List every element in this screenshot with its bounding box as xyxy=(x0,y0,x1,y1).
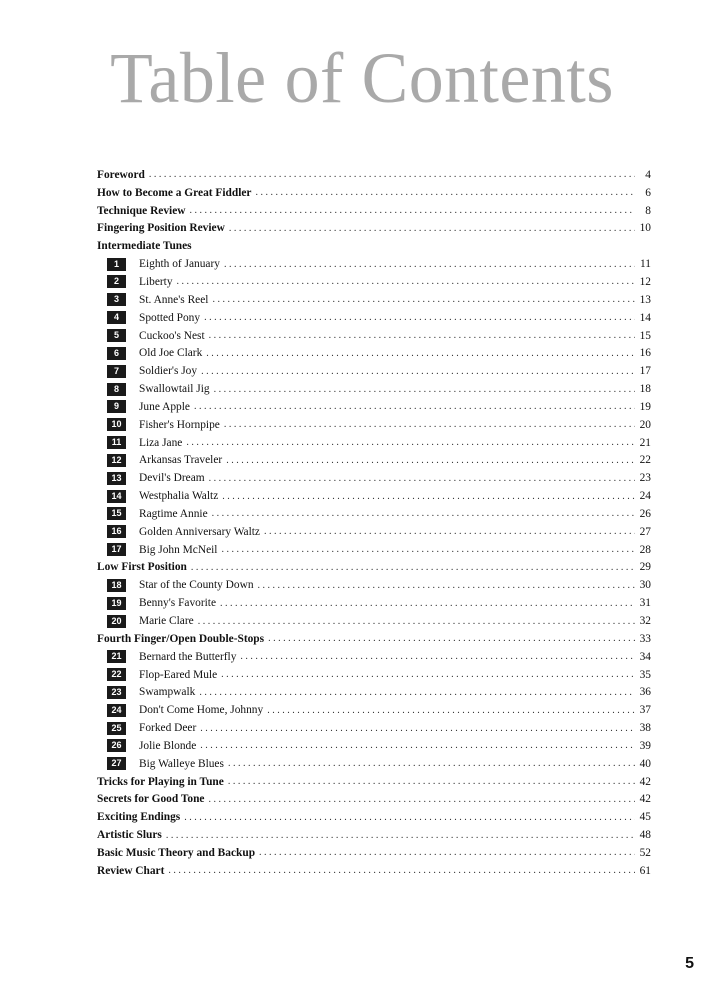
entry-title: Flop-Eared Mule xyxy=(139,668,218,681)
entry-page-number: 40 xyxy=(639,757,651,770)
tune-number-badge: 21 xyxy=(107,650,126,663)
toc-tune-entry xyxy=(97,380,651,398)
dot-leader xyxy=(222,491,635,502)
tune-number-badge: 20 xyxy=(107,615,126,628)
entry-page-number: 42 xyxy=(639,793,651,806)
entry-title: Swallowtail Jig xyxy=(139,383,210,396)
entry-title: Liberty xyxy=(139,275,173,288)
entry-title: Cuckoo's Nest xyxy=(139,329,205,342)
entry-page-number: 33 xyxy=(639,632,651,645)
entry-title: June Apple xyxy=(139,400,190,413)
tune-number-badge: 10 xyxy=(107,418,126,431)
dot-leader xyxy=(206,348,635,359)
tune-number-badge: 1 xyxy=(107,258,126,271)
entry-title: Devil's Dream xyxy=(139,472,205,485)
toc-tune-entry xyxy=(97,505,651,523)
entry-title: Fourth Finger/Open Double-Stops xyxy=(97,632,265,645)
toc-section-entry xyxy=(97,808,651,826)
tune-number-badge: 16 xyxy=(107,525,126,538)
dot-leader xyxy=(264,526,635,537)
entry-page-number: 48 xyxy=(639,829,651,842)
entry-page-number: 16 xyxy=(639,347,651,360)
tune-number-badge: 19 xyxy=(107,597,126,610)
entry-page-number: 45 xyxy=(639,811,651,824)
entry-title: Exciting Endings xyxy=(97,811,181,824)
entry-title: Bernard the Butterfly xyxy=(139,650,237,663)
entry-page-number: 17 xyxy=(639,365,651,378)
tune-number-badge: 7 xyxy=(107,365,126,378)
entry-page-number: 32 xyxy=(639,615,651,628)
dot-leader xyxy=(204,312,635,323)
entry-page-number: 42 xyxy=(639,775,651,788)
toc-tune-entry xyxy=(97,719,651,737)
dot-leader xyxy=(212,294,635,305)
entry-title: Don't Come Home, Johnny xyxy=(139,704,264,717)
page-number: 5 xyxy=(685,955,694,972)
entry-title: Tricks for Playing in Tune xyxy=(97,775,224,788)
dot-leader xyxy=(190,205,636,216)
entry-page-number: 39 xyxy=(639,739,651,752)
entry-title: Westphalia Waltz xyxy=(139,490,219,503)
toc-tune-entry xyxy=(97,737,651,755)
entry-page-number: 14 xyxy=(639,311,651,324)
toc-tune-entry xyxy=(97,309,651,327)
entry-page-number: 38 xyxy=(639,722,651,735)
entry-title: Big John McNeil xyxy=(139,543,218,556)
dot-leader xyxy=(268,633,635,644)
dot-leader xyxy=(191,562,635,573)
toc-tune-entry xyxy=(97,469,651,487)
entry-title: Ragtime Annie xyxy=(139,507,208,520)
tune-number-badge: 22 xyxy=(107,668,126,681)
tune-number-badge: 26 xyxy=(107,739,126,752)
tune-number-badge: 12 xyxy=(107,454,126,467)
entry-title: Intermediate Tunes xyxy=(97,240,192,253)
entry-page-number: 13 xyxy=(639,293,651,306)
entry-title: Star of the County Down xyxy=(139,579,254,592)
tune-number-badge: 23 xyxy=(107,686,126,699)
entry-title: Arkansas Traveler xyxy=(139,454,223,467)
entry-page-number: 34 xyxy=(639,650,651,663)
toc-section-entry xyxy=(97,630,651,648)
table-of-contents xyxy=(97,166,651,880)
toc-section-entry xyxy=(97,184,651,202)
toc-tune-entry xyxy=(97,362,651,380)
entry-title: Marie Clare xyxy=(139,615,194,628)
dot-leader xyxy=(198,616,635,627)
dot-leader xyxy=(201,366,635,377)
dot-leader xyxy=(228,776,635,787)
toc-tune-entry xyxy=(97,344,651,362)
dot-leader xyxy=(186,437,635,448)
entry-title: Basic Music Theory and Backup xyxy=(97,846,256,859)
dot-leader xyxy=(259,847,635,858)
entry-page-number: 31 xyxy=(639,597,651,610)
toc-tune-entry xyxy=(97,755,651,773)
entry-page-number: 61 xyxy=(639,864,651,877)
entry-title: Artistic Slurs xyxy=(97,829,162,842)
toc-section-heading xyxy=(97,237,651,255)
dot-leader xyxy=(221,669,635,680)
entry-title: Forked Deer xyxy=(139,722,197,735)
entry-page-number: 35 xyxy=(639,668,651,681)
dot-leader xyxy=(199,687,635,698)
entry-page-number: 20 xyxy=(639,418,651,431)
toc-tune-entry xyxy=(97,291,651,309)
toc-section-entry xyxy=(97,166,651,184)
toc-tune-entry xyxy=(97,434,651,452)
dot-leader xyxy=(224,259,635,270)
toc-tune-entry xyxy=(97,327,651,345)
toc-section-entry xyxy=(97,220,651,238)
tune-number-badge: 24 xyxy=(107,704,126,717)
toc-section-entry xyxy=(97,791,651,809)
entry-page-number: 11 xyxy=(640,258,651,271)
dot-leader xyxy=(224,419,635,430)
tune-number-badge: 13 xyxy=(107,472,126,485)
entry-page-number: 37 xyxy=(639,704,651,717)
entry-title: Fingering Position Review xyxy=(97,222,225,235)
entry-page-number: 21 xyxy=(639,436,651,449)
entry-page-number: 52 xyxy=(639,846,651,859)
dot-leader xyxy=(212,508,635,519)
toc-section-entry xyxy=(97,862,651,880)
entry-title: Big Walleye Blues xyxy=(139,757,224,770)
entry-title: Old Joe Clark xyxy=(139,347,203,360)
dot-leader xyxy=(149,169,635,180)
dot-leader xyxy=(200,740,635,751)
toc-tune-entry xyxy=(97,452,651,470)
dot-leader xyxy=(184,812,635,823)
dot-leader xyxy=(168,865,635,876)
entry-page-number: 30 xyxy=(639,579,651,592)
entry-title: Fisher's Hornpipe xyxy=(139,418,220,431)
toc-tune-entry xyxy=(97,683,651,701)
tune-number-badge: 4 xyxy=(107,311,126,324)
toc-tune-entry xyxy=(97,273,651,291)
dot-leader xyxy=(166,830,635,841)
toc-section-entry xyxy=(97,773,651,791)
toc-tune-entry xyxy=(97,255,651,273)
entry-title: St. Anne's Reel xyxy=(139,293,209,306)
tune-number-badge: 25 xyxy=(107,722,126,735)
toc-section-entry xyxy=(97,202,651,220)
toc-tune-entry xyxy=(97,612,651,630)
entry-page-number: 27 xyxy=(639,525,651,538)
entry-page-number: 6 xyxy=(645,186,651,199)
tune-number-badge: 14 xyxy=(107,490,126,503)
entry-page-number: 24 xyxy=(639,490,651,503)
tune-number-badge: 18 xyxy=(107,579,126,592)
toc-tune-entry xyxy=(97,398,651,416)
toc-tune-entry xyxy=(97,648,651,666)
toc-tune-entry xyxy=(97,576,651,594)
entry-title: Low First Position xyxy=(97,561,187,574)
entry-title: Benny's Favorite xyxy=(139,597,217,610)
dot-leader xyxy=(226,455,635,466)
entry-title: Liza Jane xyxy=(139,436,183,449)
entry-page-number: 26 xyxy=(639,507,651,520)
entry-page-number: 10 xyxy=(639,222,651,235)
tune-number-badge: 3 xyxy=(107,293,126,306)
dot-leader xyxy=(240,651,635,662)
entry-title: Technique Review xyxy=(97,204,186,217)
toc-section-entry xyxy=(97,559,651,577)
dot-leader xyxy=(194,401,635,412)
entry-page-number: 19 xyxy=(639,400,651,413)
tune-number-badge: 11 xyxy=(107,436,126,449)
toc-tune-entry xyxy=(97,523,651,541)
dot-leader xyxy=(255,187,635,198)
entry-page-number: 36 xyxy=(639,686,651,699)
entry-page-number: 12 xyxy=(639,275,651,288)
toc-tune-entry xyxy=(97,701,651,719)
dot-leader xyxy=(214,384,635,395)
dot-leader xyxy=(221,544,635,555)
entry-page-number: 4 xyxy=(645,168,651,181)
dot-leader xyxy=(208,794,635,805)
entry-page-number: 22 xyxy=(639,454,651,467)
tune-number-badge: 5 xyxy=(107,329,126,342)
dot-leader xyxy=(267,705,635,716)
dot-leader xyxy=(258,580,635,591)
entry-title: Review Chart xyxy=(97,864,165,877)
toc-tune-entry xyxy=(97,416,651,434)
tune-number-badge: 17 xyxy=(107,543,126,556)
page-title: Table of Contents xyxy=(110,38,614,118)
entry-title: Soldier's Joy xyxy=(139,365,198,378)
entry-page-number: 15 xyxy=(639,329,651,342)
entry-title: Foreword xyxy=(97,168,145,181)
entry-title: How to Become a Great Fiddler xyxy=(97,186,252,199)
entry-title: Jolie Blonde xyxy=(139,739,197,752)
tune-number-badge: 15 xyxy=(107,507,126,520)
entry-title: Eighth of January xyxy=(139,258,220,271)
toc-tune-entry xyxy=(97,487,651,505)
dot-leader xyxy=(177,276,635,287)
toc-section-entry xyxy=(97,826,651,844)
entry-page-number: 18 xyxy=(639,383,651,396)
toc-tune-entry xyxy=(97,594,651,612)
entry-page-number: 29 xyxy=(639,561,651,574)
dot-leader xyxy=(209,330,635,341)
tune-number-badge: 2 xyxy=(107,275,126,288)
dot-leader xyxy=(228,758,635,769)
dot-leader xyxy=(220,598,635,609)
tune-number-badge: 9 xyxy=(107,400,126,413)
tune-number-badge: 27 xyxy=(107,757,126,770)
entry-title: Secrets for Good Tone xyxy=(97,793,205,806)
entry-page-number: 8 xyxy=(645,204,651,217)
entry-title: Spotted Pony xyxy=(139,311,201,324)
entry-title: Swampwalk xyxy=(139,686,196,699)
toc-tune-entry xyxy=(97,541,651,559)
dot-leader xyxy=(200,723,635,734)
tune-number-badge: 6 xyxy=(107,347,126,360)
dot-leader xyxy=(229,223,635,234)
toc-tune-entry xyxy=(97,666,651,684)
tune-number-badge: 8 xyxy=(107,383,126,396)
entry-title: Golden Anniversary Waltz xyxy=(139,525,260,538)
entry-page-number: 28 xyxy=(639,543,651,556)
dot-leader xyxy=(209,473,635,484)
entry-page-number: 23 xyxy=(639,472,651,485)
toc-section-entry xyxy=(97,844,651,862)
